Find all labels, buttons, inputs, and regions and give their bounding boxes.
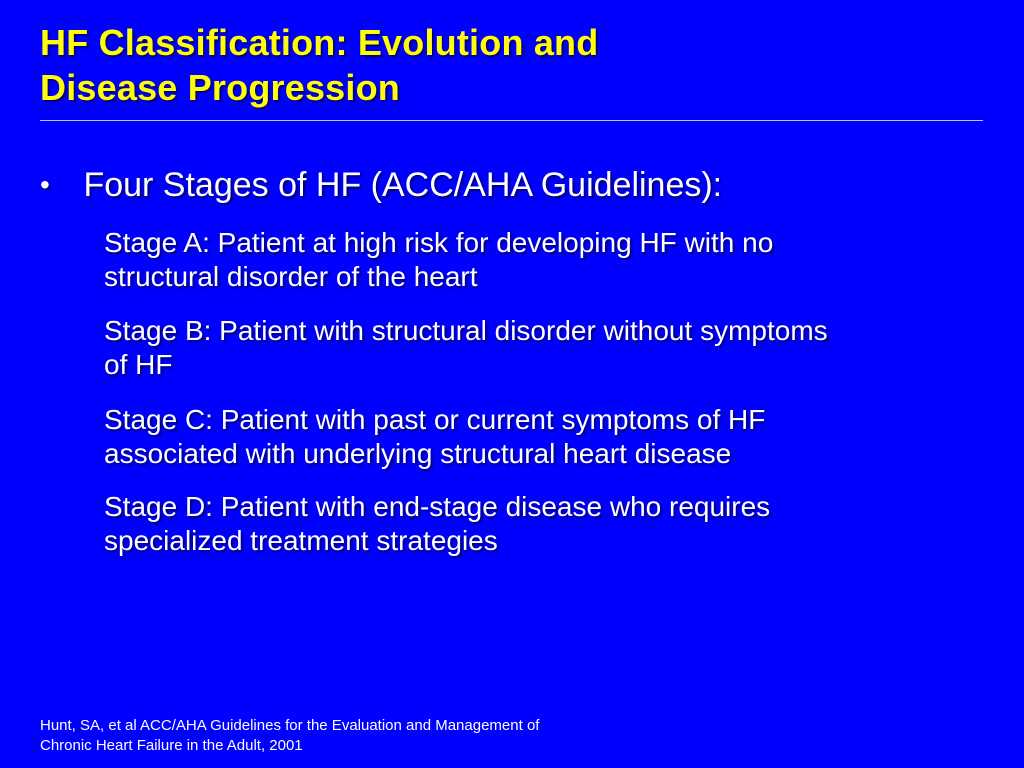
- stage-a-line-1: Stage A: Patient at high risk for developing HF with no: [104, 227, 774, 258]
- stage-c-description: [104, 403, 974, 471]
- stage-a-line-2: structural disorder of the heart: [104, 261, 478, 292]
- stage-a-description: [104, 226, 974, 294]
- title-divider: [40, 120, 983, 121]
- citation-line-1: Hunt, SA, et al ACC/AHA Guidelines for the Evaluation and Management of: [40, 717, 540, 734]
- slide-citation: [40, 716, 660, 756]
- stage-b-line-2: of HF: [104, 349, 173, 380]
- stage-c-line-1: Stage C: Patient with past or current symptoms of HF: [104, 404, 766, 435]
- stage-d-description: [104, 490, 974, 558]
- main-bullet: [40, 164, 722, 206]
- slide-title: [40, 20, 980, 110]
- main-bullet-text: Four Stages of HF (ACC/AHA Guidelines):: [83, 166, 723, 204]
- stage-b-line-1: Stage B: Patient with structural disorder without symptoms: [104, 315, 828, 346]
- stage-d-line-1: Stage D: Patient with end-stage disease who requires: [104, 491, 771, 522]
- slide-title-line-1: HF Classification: Evolution and: [40, 22, 599, 63]
- stage-d-line-2: specialized treatment strategies: [104, 525, 498, 556]
- citation-line-2: Chronic Heart Failure in the Adult, 2001: [40, 737, 303, 754]
- stage-c-line-2: associated with underlying structural heart disease: [104, 438, 732, 469]
- stage-b-description: [104, 314, 974, 382]
- slide-title-line-2: Disease Progression: [40, 67, 400, 108]
- bullet-dot-icon: •: [40, 169, 50, 200]
